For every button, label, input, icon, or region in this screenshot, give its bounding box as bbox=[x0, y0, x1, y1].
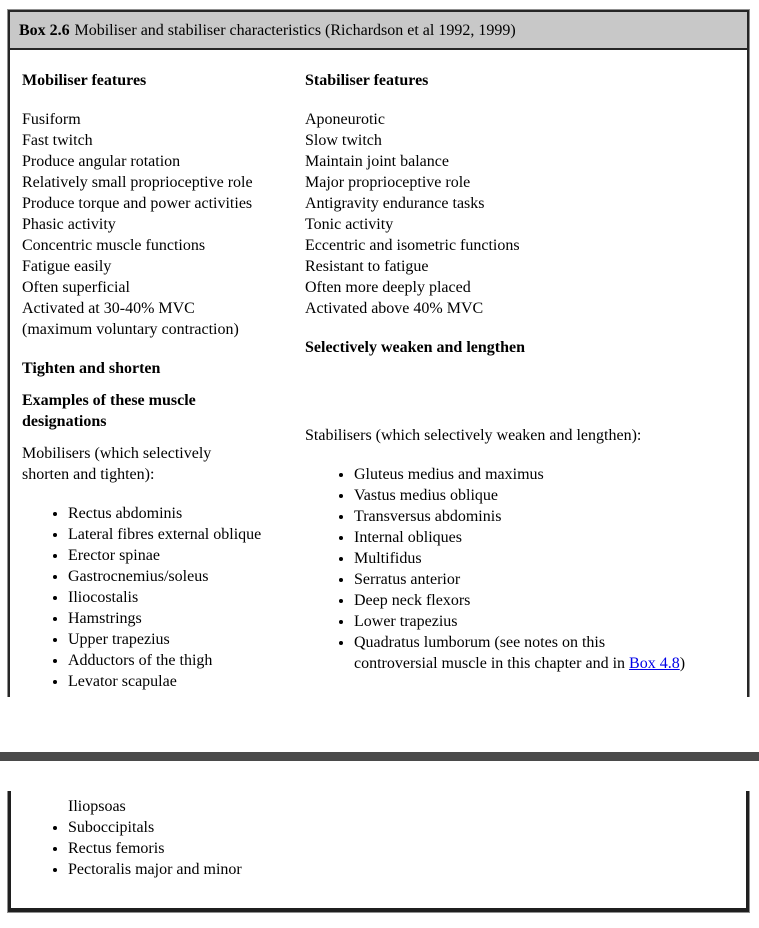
weaken-lengthen-heading: Selectively weaken and lengthen bbox=[305, 339, 525, 356]
list-item: • Serratus anterior bbox=[354, 569, 747, 590]
list-item: • Deep neck flexors bbox=[354, 590, 747, 611]
list-item: Often superficial bbox=[22, 279, 130, 296]
list-item: • Rectus femoris bbox=[68, 838, 746, 859]
list-item: • Adductors of the thigh bbox=[68, 650, 305, 671]
mobiliser-feature-list bbox=[22, 109, 305, 340]
page-break-bar bbox=[0, 752, 759, 761]
list-item: • Internal obliques bbox=[354, 527, 747, 548]
list-item: Aponeurotic bbox=[305, 111, 385, 128]
list-item: Often more deeply placed bbox=[305, 279, 471, 296]
list-item: • Levator scapulae bbox=[68, 671, 305, 692]
mobilisers-intro-line2: shorten and tighten): bbox=[22, 466, 155, 483]
list-item: Maintain joint balance bbox=[305, 153, 449, 170]
list-item: (maximum voluntary contraction) bbox=[22, 321, 239, 338]
list-item: Relatively small proprioceptive role bbox=[22, 174, 253, 191]
examples-heading: Examples of these muscle designations bbox=[22, 392, 196, 430]
box-title: Mobiliser and stabiliser characteristics (Richardson et al 1992, 1999) bbox=[74, 22, 516, 39]
stabilisers-intro: Stabilisers (which selectively weaken and lengthen): bbox=[305, 427, 642, 444]
list-item: • Upper trapezius bbox=[68, 629, 305, 650]
list-item: • Lower trapezius bbox=[354, 611, 747, 632]
box-2-6-outer-edge bbox=[7, 9, 750, 697]
stabiliser-feature-list bbox=[305, 109, 747, 319]
quadratus-lumborum-item bbox=[354, 632, 747, 674]
list-item: Fatigue easily bbox=[22, 258, 112, 275]
list-item: Resistant to fatigue bbox=[305, 258, 429, 275]
list-item: • Gastrocnemius/soleus bbox=[68, 566, 305, 587]
list-item: Phasic activity bbox=[22, 216, 116, 233]
list-item: • Rectus abdominis bbox=[68, 503, 305, 524]
list-item: Concentric muscle functions bbox=[22, 237, 206, 254]
mobiliser-examples-list bbox=[22, 503, 305, 692]
list-item: Tonic activity bbox=[305, 216, 394, 233]
quadratus-close-paren: ) bbox=[679, 655, 686, 672]
stabiliser-features-heading: Stabiliser features bbox=[305, 72, 429, 89]
box-number: Box 2.6 bbox=[19, 22, 70, 39]
list-item: • Multifidus bbox=[354, 548, 747, 569]
list-item: • Lateral fibres external oblique bbox=[68, 524, 305, 545]
box-header bbox=[10, 12, 747, 50]
list-item: • Hamstrings bbox=[68, 608, 305, 629]
list-item: Antigravity endurance tasks bbox=[305, 195, 485, 212]
mobilisers-intro bbox=[22, 443, 262, 485]
mobilisers-intro-line1: Mobilisers (which selectively bbox=[22, 445, 212, 462]
stabiliser-examples-list bbox=[305, 464, 747, 674]
quadratus-line1: Quadratus lumborum (see notes on this bbox=[354, 634, 606, 651]
box-2-6-continued-outer-edge bbox=[7, 791, 750, 913]
list-item: • Iliocostalis bbox=[68, 587, 305, 608]
box-2-6-continued bbox=[8, 791, 749, 912]
list-item: Fast twitch bbox=[22, 132, 93, 149]
list-item: • Vastus medius oblique bbox=[354, 485, 747, 506]
list-item: • Pectoralis major and minor bbox=[68, 859, 746, 880]
list-item: Activated at 30-40% MVC bbox=[22, 300, 195, 317]
box-2-6 bbox=[8, 10, 749, 697]
continued-list bbox=[11, 817, 746, 880]
box-4-8-link[interactable]: Box 4.8 bbox=[629, 655, 680, 672]
mobiliser-column bbox=[22, 70, 305, 692]
tighten-shorten-heading: Tighten and shorten bbox=[22, 360, 161, 377]
list-item: Produce angular rotation bbox=[22, 153, 181, 170]
list-item: Slow twitch bbox=[305, 132, 382, 149]
list-item: • Transversus abdominis bbox=[354, 506, 747, 527]
list-item: • Suboccipitals bbox=[68, 817, 746, 838]
continuation-line: Iliopsoas bbox=[68, 798, 126, 815]
list-item: • Gluteus medius and maximus bbox=[354, 464, 747, 485]
box-content bbox=[10, 50, 747, 692]
list-item: Major proprioceptive role bbox=[305, 174, 471, 191]
stabiliser-column bbox=[305, 70, 747, 692]
list-item: Fusiform bbox=[22, 111, 81, 128]
mobiliser-features-heading: Mobiliser features bbox=[22, 72, 147, 89]
list-item: • Erector spinae bbox=[68, 545, 305, 566]
quadratus-line2: controversial muscle in this chapter and in bbox=[354, 655, 630, 672]
list-item: Eccentric and isometric functions bbox=[305, 237, 520, 254]
list-item: Activated above 40% MVC bbox=[305, 300, 484, 317]
list-item: Produce torque and power activities bbox=[22, 195, 253, 212]
